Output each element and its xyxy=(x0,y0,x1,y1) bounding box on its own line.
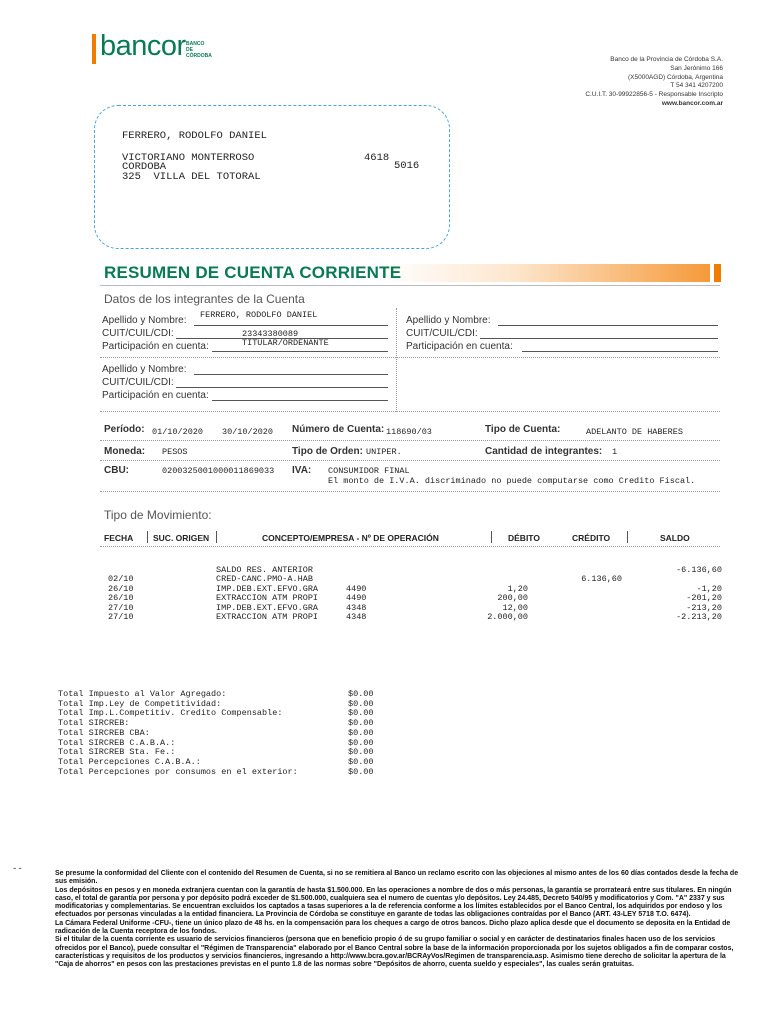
cbu-label: CBU: xyxy=(104,465,129,476)
tipo-orden: UNIPER. xyxy=(366,447,402,457)
col-concepto: CONCEPTO/EMPRESA - Nº DE OPERACIÓN xyxy=(262,533,439,543)
total-row: Total Percepciones C.A.B.A.: $0.00 xyxy=(58,756,374,767)
member2-name-line xyxy=(498,325,718,326)
member3-participation-label: Participación en cuenta: xyxy=(102,390,209,401)
recipient-locality: 325 VILLA DEL TOTORAL xyxy=(122,171,261,183)
member3-cuit-label: CUIT/CUIL/CDI: xyxy=(102,377,174,388)
tipo-cuenta-label: Tipo de Cuenta: xyxy=(485,424,561,435)
recipient-street: VICTORIANO MONTERROSO xyxy=(122,152,255,164)
periodo-label: Período: xyxy=(104,424,145,435)
member1-name: FERRERO, RODOLFO DANIEL xyxy=(200,310,318,320)
numero-cuenta: 118690/03 xyxy=(386,427,432,437)
total-row: Total Imp.L.Competitiv. Credito Compensable: $0.00 xyxy=(58,708,374,719)
bank-logo: bancor xyxy=(100,30,186,62)
member1-participation: TITULAR/ORDENANTE xyxy=(242,338,329,348)
row-fecha: 27/10 xyxy=(108,612,134,622)
members-heading: Datos de los integrantes de la Cuenta xyxy=(104,292,305,306)
member3-name-line xyxy=(194,374,388,375)
row-fecha: 26/10 xyxy=(108,593,134,603)
movimientos-heading: Tipo de Movimiento: xyxy=(104,508,212,522)
row-operacion: 4348 xyxy=(346,612,367,622)
row-concepto: SALDO RES. ANTERIOR xyxy=(216,565,313,575)
members-divider-vertical xyxy=(396,308,397,412)
member3-cuit-line xyxy=(176,387,388,388)
row-concepto: IMP.DEB.EXT.EFVO.GRA xyxy=(216,584,319,594)
iva-label: IVA: xyxy=(292,465,312,476)
total-row: Total SIRCREB Sta. Fe.: $0.00 xyxy=(58,747,374,758)
total-row: Total Percepciones por consumos en el exterior: $0.00 xyxy=(58,766,374,777)
cbu: 0200325001000011869033 xyxy=(162,466,275,476)
row-concepto: EXTRACCION ATM PROPI xyxy=(216,593,319,603)
bank-logo-subtitle: BANCO DE CÓRDOBA xyxy=(186,41,212,59)
cantidad: 1 xyxy=(612,447,618,457)
legal-paragraph: Los depósitos en pesos y en moneda extranjera cuentan con la garantía de hasta $1.500.000. En las operaciones a nombre de dos o más personas, la garantía se prorrateará entre sus titulares. En ningún caso, el total de garantía por persona y por depósito podrá exceder de $1.500.000, cualquiera sea el numero de cuentas y/o depósitos. Ley 24.485, Decreto 540/95 y modificatorios y Com. "A" 2337 y sus modificatorias y complementarias. Se encuentran excluidos los captados a tasas superiores a la de referencia conforme a los límites establecidos por el Banco Central, los adquiridos por endoso y los efectuados por personas vinculadas a la entidad financiera. La Provincia de Córdoba se constituye en garante de todas las obligaciones contraídas por el Banco (ART. 43-LEY 5718 T.O. 6474). xyxy=(55,886,732,919)
periodo-from: 01/10/2020 xyxy=(152,427,204,437)
member1-name-label: Apellido y Nombre: xyxy=(102,315,187,326)
page-title: RESUMEN DE CUENTA CORRIENTE xyxy=(104,263,402,282)
cantidad-label: Cantidad de integrantes: xyxy=(485,446,603,457)
iva-note: El monto de I.V.A. discriminado no puede computarse como Credito Fiscal. xyxy=(328,476,696,486)
recipient-name: FERRERO, RODOLFO DANIEL xyxy=(122,130,267,142)
col-saldo: SALDO xyxy=(660,533,690,543)
numero-cuenta-label: Número de Cuenta: xyxy=(292,424,385,435)
member1-cuit: 23343380089 xyxy=(242,329,299,339)
col-sep-4 xyxy=(627,531,628,543)
iva-condition: CONSUMIDOR FINAL xyxy=(328,466,410,476)
row-saldo: -201,20 xyxy=(686,593,722,603)
total-row: Total Imp.Ley de Competitividad: $0.00 xyxy=(58,698,374,709)
recipient-city: CORDOBA xyxy=(122,161,167,173)
recipient-street-number: 4618 xyxy=(364,152,390,164)
members-divider-bottom xyxy=(100,411,720,412)
legal-paragraph: La Cámara Federal Uniforme -CFU-, tiene un único plazo de 48 hs. en la compensación para los cheques a cargo de otros bancos. Dicho plazo aplica desde que el documento se deposita en la Entidad de radicación de la Cuenta receptora de los fondos. xyxy=(55,919,731,936)
row-debito: 12,00 xyxy=(502,603,528,613)
transparency-link[interactable]: http://www.bcra.gov.ar/BCRAyVos/Regimen de transparencia.asp. xyxy=(330,952,549,960)
tipo-cuenta: ADELANTO DE HABERES xyxy=(586,427,683,437)
row-saldo: -6.136,60 xyxy=(676,565,722,575)
col-debito: DÉBITO xyxy=(508,533,540,543)
row-fecha: 26/10 xyxy=(108,584,134,594)
totals-block xyxy=(58,690,374,777)
row-debito: 200,00 xyxy=(497,593,528,603)
member3-participation-line xyxy=(212,400,388,401)
member2-cuit-line xyxy=(480,338,718,339)
legal-disclaimer xyxy=(55,870,745,970)
row-saldo: -2.213,20 xyxy=(676,612,722,622)
row-concepto: IMP.DEB.EXT.EFVO.GRA xyxy=(216,603,319,613)
periodo-to: 30/10/2020 xyxy=(222,427,274,437)
col-credito: CRÉDITO xyxy=(572,533,611,543)
title-accent-block xyxy=(714,264,721,282)
member1-cuit-label: CUIT/CUIL/CDI: xyxy=(102,328,174,339)
title-gradient-bar xyxy=(380,264,710,282)
member2-participation-line xyxy=(522,351,718,352)
col-sep-2 xyxy=(216,531,217,543)
logo-accent-bar xyxy=(92,34,96,64)
total-row: Total SIRCREB C.A.B.A.: $0.00 xyxy=(58,737,374,748)
tipo-orden-label: Tipo de Orden: xyxy=(292,446,363,457)
moneda: PESOS xyxy=(162,447,188,457)
member3-name-label: Apellido y Nombre: xyxy=(102,364,187,375)
bank-contact-info: Banco de la Provincia de Córdoba S.A. San Jerónimo 166 (X5000AGD) Córdoba, Argentina T 54 341 4207200 C.U.I.T. 30-99922856-5 - Responsable Inscripto www.bancor.com.ar xyxy=(585,56,723,107)
account-divider-3 xyxy=(100,491,720,492)
row-operacion: 4490 xyxy=(346,584,367,594)
row-concepto: CRED-CANC.PMO-A.HAB xyxy=(216,574,313,584)
member1-name-line xyxy=(194,325,388,326)
member2-participation-label: Participación en cuenta: xyxy=(406,341,513,352)
members-divider-horizontal xyxy=(100,357,720,358)
member2-cuit-label: CUIT/CUIL/CDI: xyxy=(406,328,478,339)
col-fecha: FECHA xyxy=(104,533,134,543)
legal-paragraph: Si el titular de la cuenta corriente es usuario de servicios financieros (persona que en beneficio propio ó de su grupo familiar o social y en carácter de destinatarios finales hacen uso de los servicios ofrecidos por el Banco), puede consultar el "Régimen de Transparencia" elaborado por el Banco Central sobre la base de la información proporcionada por los sujetos obligados a fin de comparar costos, características y requisitos de los productos y servicios financieros, ingresando a http://www.bcra.gov.ar/BCRAyVos/Regimen de transparencia.asp. Asimismo tiene derecho de solicitar la apertura de la "Caja de ahorros" en pesos con las prestaciones previstas en el punto 1.8 de las normas sobre "Depósitos de ahorro, cuenta sueldo y especiales", las cuales serán gratuitas. xyxy=(55,936,734,969)
member1-participation-line xyxy=(212,351,388,352)
row-concepto: EXTRACCION ATM PROPI xyxy=(216,612,319,622)
total-row: Total Impuesto al Valor Agregado: $0.00 xyxy=(58,689,374,699)
total-row: Total SIRCREB: $0.00 xyxy=(58,718,374,729)
col-suc-origen: SUC. ORIGEN xyxy=(153,533,210,543)
movimientos-header-divider xyxy=(100,546,720,547)
member1-participation-label: Participación en cuenta: xyxy=(102,341,209,352)
row-saldo: -1,20 xyxy=(696,584,722,594)
row-fecha: 02/10 xyxy=(108,574,134,584)
row-fecha: 27/10 xyxy=(108,603,134,613)
row-debito: 1,20 xyxy=(507,584,528,594)
account-divider-2 xyxy=(100,460,720,461)
member2-name-label: Apellido y Nombre: xyxy=(406,315,491,326)
recipient-postal-code: 5016 xyxy=(394,160,420,172)
moneda-label: Moneda: xyxy=(104,446,146,457)
row-credito: 6.136,60 xyxy=(581,574,622,584)
row-saldo: -213,20 xyxy=(686,603,722,613)
account-divider-1 xyxy=(100,440,720,441)
total-row: Total SIRCREB CBA: $0.00 xyxy=(58,727,374,738)
row-operacion: 4490 xyxy=(346,593,367,603)
legal-paragraph: Se presume la conformidad del Cliente con el contenido del Resumen de Cuenta, si no se remitiera al Banco un reclamo escrito con las objeciones al mismo antes de los 60 días contados desde la fecha de sus emisión. xyxy=(55,870,739,886)
row-debito: 2.000,00 xyxy=(487,612,528,622)
row-operacion: 4348 xyxy=(346,603,367,613)
col-sep-1 xyxy=(147,531,148,543)
title-divider xyxy=(100,285,720,286)
col-sep-3 xyxy=(491,531,492,543)
margin-mark: -- xyxy=(12,864,23,874)
